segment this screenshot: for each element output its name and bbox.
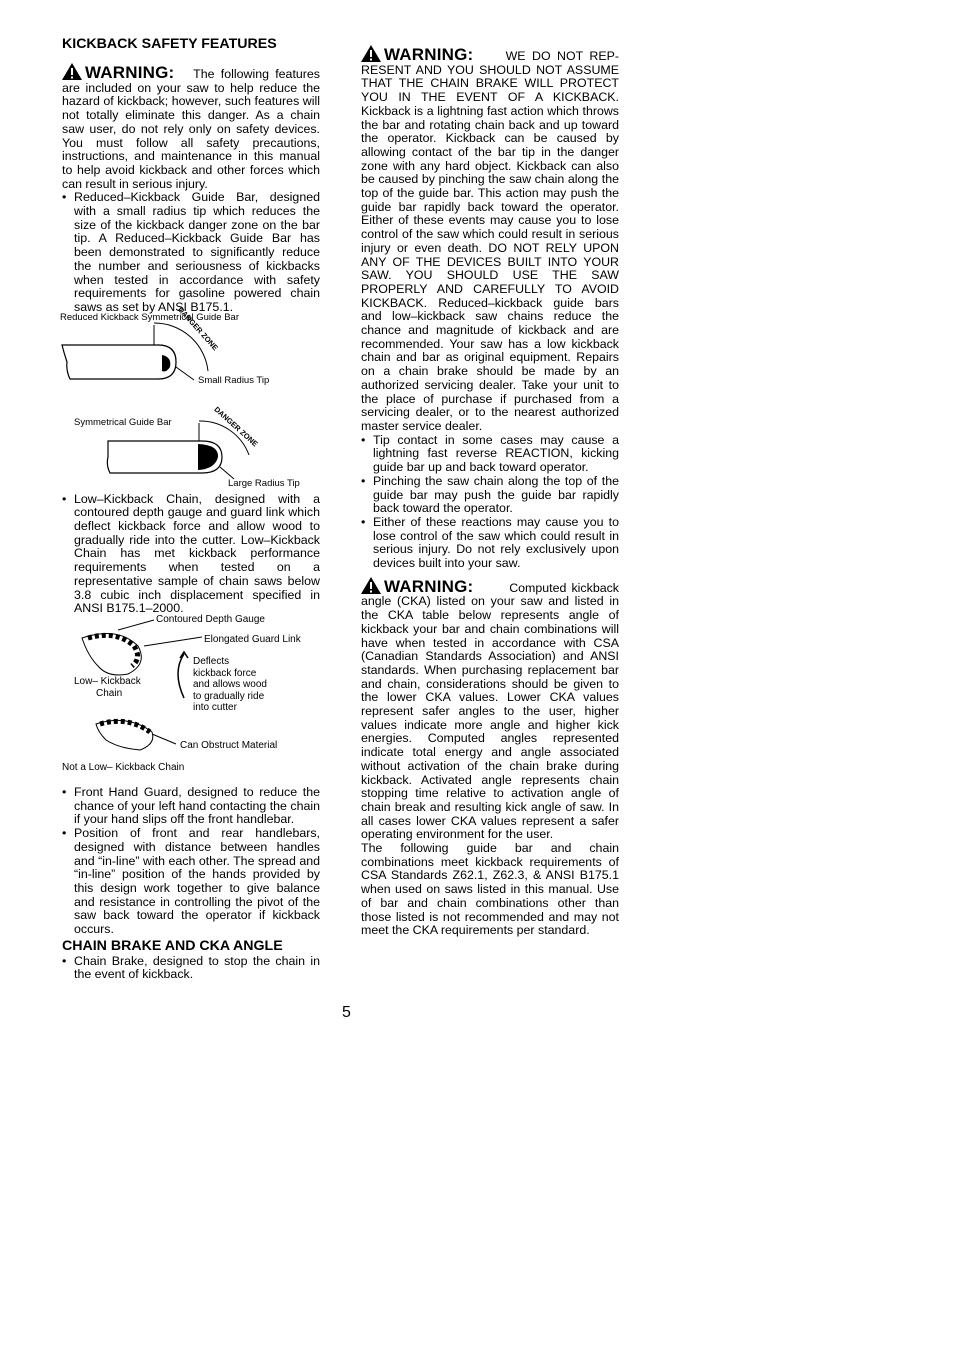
warning-lead-text: The following features [193,67,320,81]
large-radius-tip-label: Large Radius Tip [228,477,300,489]
warning-body-text: RESENT AND YOU SHOULD NOT ASSUME THAT THE CHAIN BRAKE WILL PROTECT YOU IN THE EVENT OF A KICKBACK. Kickback is a lightning fast action which throws the bar and rotating chain back and up toward the operator. Kickback can be caused by allowing contact of the bar tip in the danger zone with any hard object. Kickback can also be caused by pinching the saw chain along the top of the guide bar. This action may push the guide bar rapidly back toward the operator. Either of these events may cause you to lose control of the saw which could result in serious injury or even death. DO NOT RELY UPON ANY OF THE DEVICES BUILT INTO YOUR SAW. YOU SHOULD USE THE SAW PROPERLY AND CAREFULLY TO AVOID KICKBACK. Reduced–kickback guide bars and low–kickback saw chains reduce the chance and magnitude of kickback and are recommended. Your saw has a low kickback chain and bar as original equipment. Repairs on a chain brake should be made by an authorized servicing dealer. Take your unit to the place of purchase if purchased from a servicing dealer, or to the nearest authorized master service dealer. [361,62,619,433]
warning-body-text: angle (CKA) listed on your saw and listed in the CKA table below represents angle of kickback your bar and chain combinations will have when tested in accordance with CSA (Canadian Standards Association) and ANSI standards. When purchasing replacement bar and chain, considerations should be given to the lower CKA values. Lower CKA values represent safer angles to the user, higher values indicate more angle and higher kick energies. Computed angles represented indicate total energy and angle associated without activation of the chain brake during kickback. Activated angle represents chain stopping time relative to activation angle of chain break and resulting kick angle of saw. In all cases lower CKA values represent a safer operating environment for the user. [361,594,619,842]
list-item-handlebars: • Position of front and rear handlebars, designed with distance between handles and “in-line” with each other. The spread and “in-line” position of the hands provided by this design work together to give balance and resistance in controlling the pivot of the saw back toward the operator if kickback occurs. [62,827,320,937]
safety-feature-list [62,786,320,937]
list-item-front-hand-guard: • Front Hand Guard, designed to reduce the chance of your left hand contacting the chain if your hand slips off the front handlebar. [62,786,320,827]
figure-chain-comparison [58,613,316,786]
safety-feature-list [62,493,320,616]
figure-reduced-kickback-bar [58,304,316,411]
warning-triangle-icon [361,45,381,62]
warning-label: WARNING: [384,45,474,64]
list-item-chain-brake: • Chain Brake, designed to stop the chain in the event of kickback. [62,955,320,982]
section-heading-kickback-safety: KICKBACK SAFETY FEATURES [62,36,277,52]
warning-block-cka [361,577,619,842]
list-item-guide-bar: • Reduced–Kickback Guide Bar, designed with a small radius tip which reduces the size of the kickback danger zone on the bar tip. A Reduced–Kickback Guide Bar has been demonstrated to significantly reduce the number and seriousness of kickbacks when tested in accordance with safety requirements for gasoline powered chain saws as set by ANSI B175.1. [62,191,320,314]
warning-block-chain-brake [361,45,619,434]
warning-triangle-icon [361,577,381,594]
can-obstruct-label: Can Obstruct Material [180,739,278,751]
right-column [361,45,619,938]
list-item-reactions: • Either of these reactions may cause you to lose control of the saw which could result in serious injury. Do not rely exclusively upon devices built into your saw. [361,516,619,571]
guide-bar-combinations-paragraph: The following guide bar and chain combinations meet kickback requirements of CSA Standards Z62.1, Z62.3, & ANSI B175.1 when used on saws listed in this manual. Use of bar and chain combinations other than those listed is not recommended and may not meet the CKA requirements per standard. [361,841,619,938]
warning-block-features [62,63,320,191]
low-kickback-chain-label-2: Chain [96,687,123,699]
figure-caption: Symmetrical Guide Bar [74,416,172,428]
warning-triangle-icon [62,63,82,80]
not-low-kickback-caption: Not a Low– Kickback Chain [62,761,185,773]
kickback-reaction-list [361,434,619,571]
left-column [62,36,320,982]
list-item-pinching: • Pinching the saw chain along the top of the guide bar may push the guide bar rapidly back toward the operator. [361,475,619,516]
chain-brake-list [62,955,320,982]
figure-symmetrical-bar [62,404,320,493]
danger-zone-label: DANGER ZONE [212,404,260,449]
figure-caption: Reduced Kickback Symmetrical Guide Bar [60,311,239,323]
contoured-depth-gauge-label: Contoured Depth Gauge [156,613,265,625]
small-radius-tip-label: Small Radius Tip [198,374,270,386]
page-number: 5 [342,1004,351,1021]
section-heading-chain-brake: CHAIN BRAKE AND CKA ANGLE [62,937,283,954]
deflects-label: Deflects kickback force and allows wood to gradually ride into cutter [193,655,267,714]
warning-body-text: are included on your saw to help reduce the hazard of kickback; however, such features will not totally eliminate this danger. As a chain saw user, do not rely only on safety devices. You must follow all safety precautions, instructions, and maintenance in this manual to help avoid kickback and other forces which can result in serious injury. [62,80,320,191]
warning-lead-text: WE DO NOT REP- [505,49,619,63]
danger-zone-label: DANGER ZONE [176,304,220,352]
safety-feature-list [62,191,320,314]
warning-label: WARNING: [85,63,175,82]
warning-label: WARNING: [384,576,474,596]
elongated-guard-link-label: Elongated Guard Link [204,633,301,645]
list-item-tip-contact: • Tip contact in some cases may cause a lightning fast reverse REACTION, kicking guide bar up and back toward operator. [361,434,619,475]
low-kickback-chain-label-1: Low– Kickback [74,675,141,687]
warning-lead-text: Computed kickback [509,580,619,595]
list-item-low-kickback-chain: • Low–Kickback Chain, designed with a contoured depth gauge and guard link which deflect kickback force and allow wood to gradually ride into the cutter. Low–Kickback Chain has met kickback performance requirements when tested on a representative sample of chain saws below 3.8 cubic inch displacement specified in ANSI B175.1–2000. [62,493,320,616]
